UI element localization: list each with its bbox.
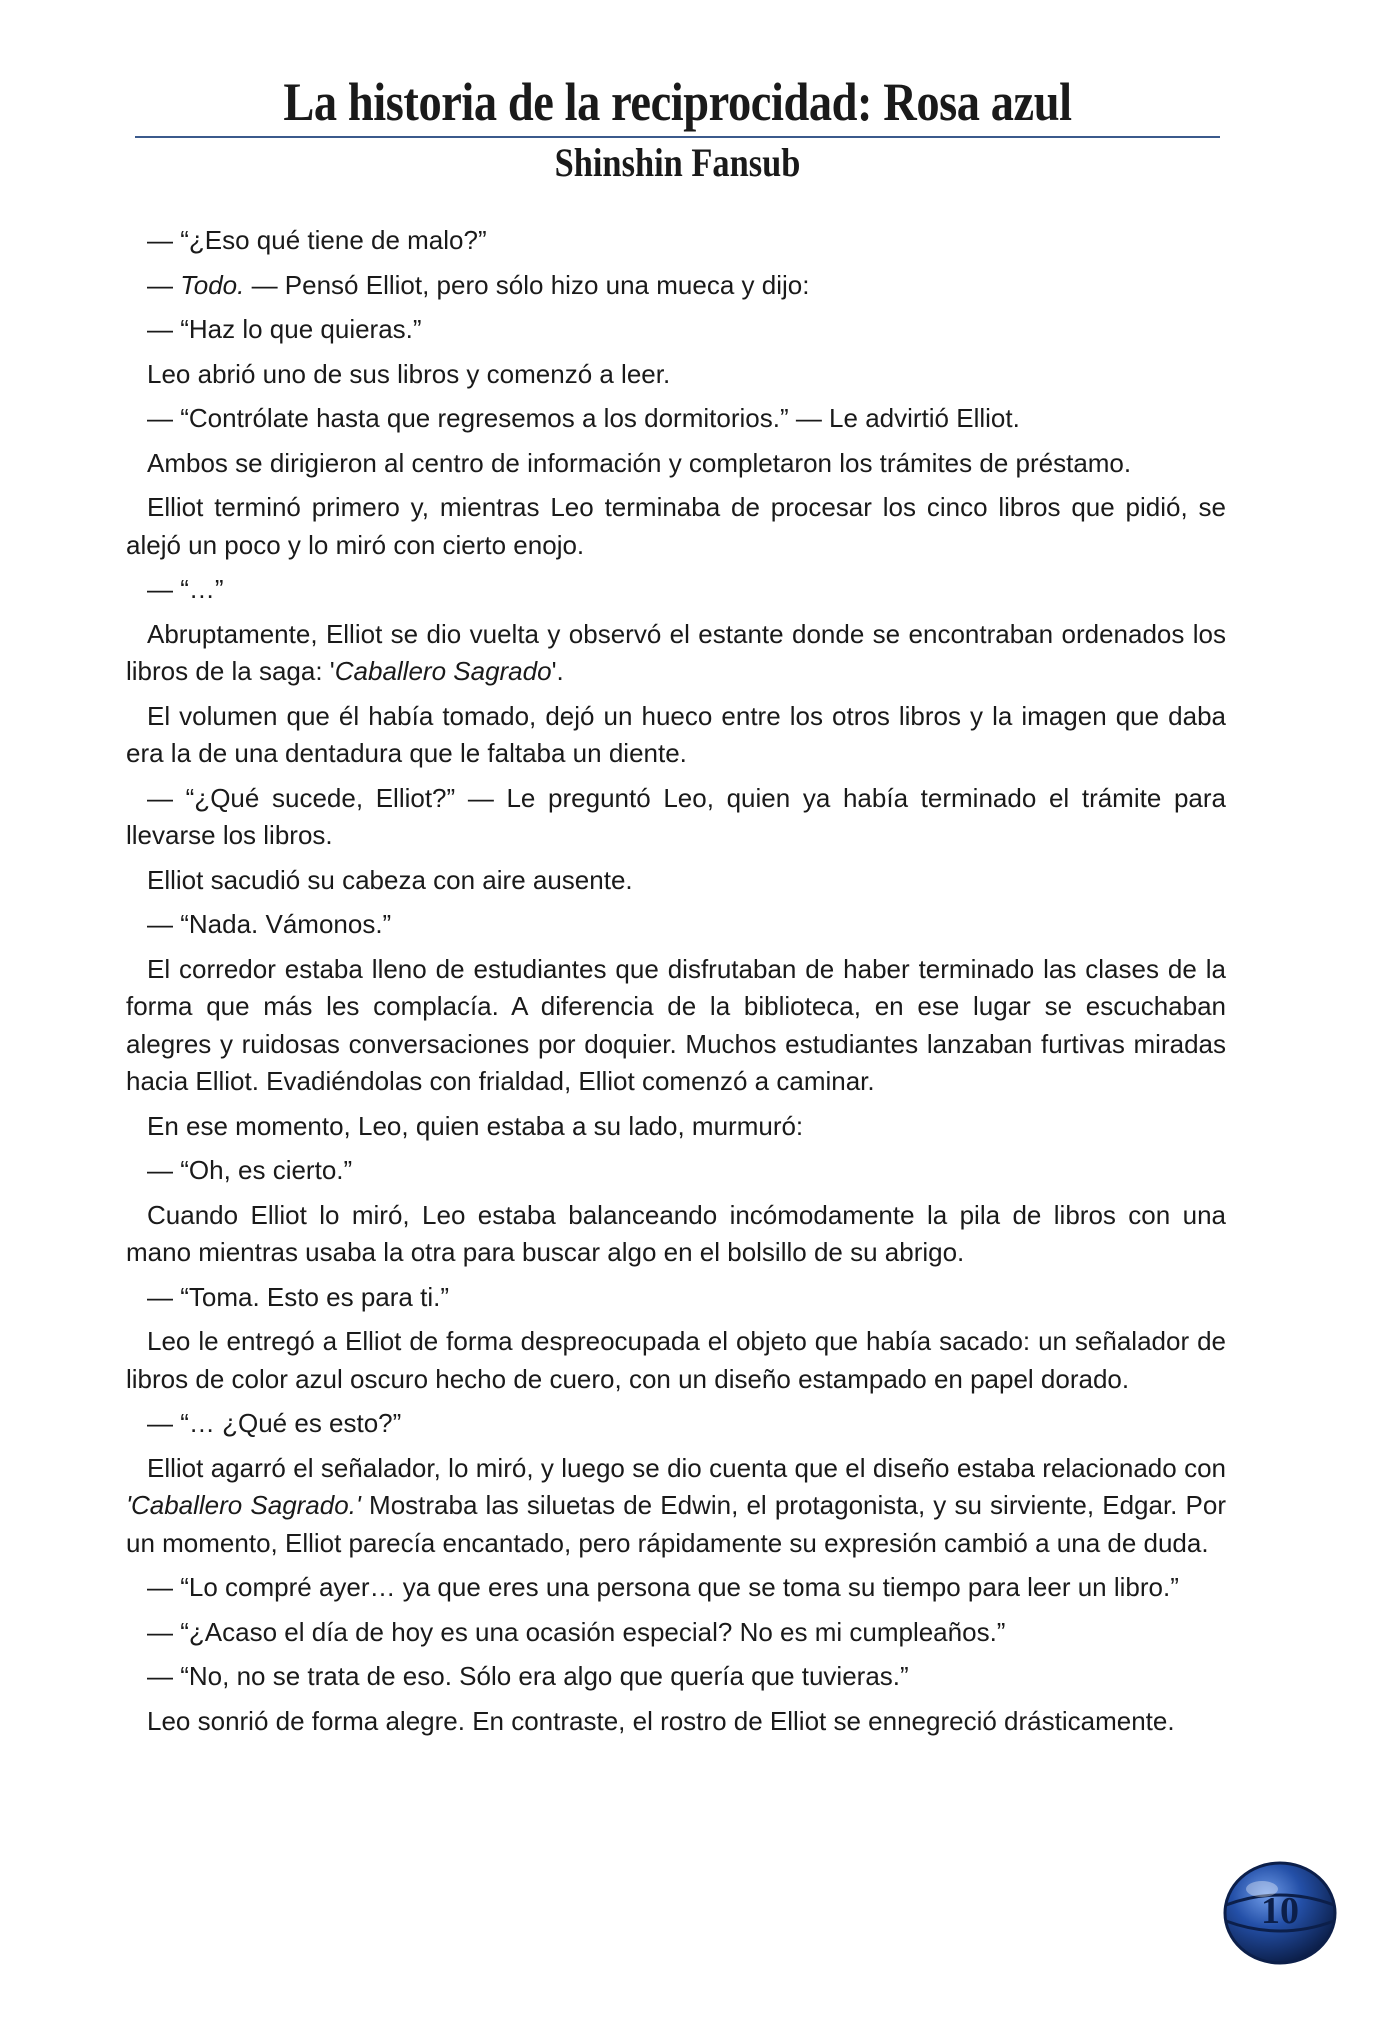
paragraph: — “…” [147,574,224,604]
page-number-badge [1218,1855,1342,1967]
paragraph: Ambos se dirigieron al centro de información y completaron los trámites de préstamo. [147,447,1132,478]
paragraph: — “Contrólate hasta que regresemos a los dormitorios.” — Le advirtió Elliot. [147,403,1020,433]
paragraph: Cuando Elliot lo miró, Leo estaba balanceando incómodamente la pila de libros con una mano mientras usaba la otra para buscar algo en el bolsillo de su abrigo. [126,1199,1226,1267]
paragraph: En ese momento, Leo, quien estaba a su lado, murmuró: [147,1110,804,1141]
emphasis-text: Todo. [180,269,245,300]
paragraph: Leo abrió uno de sus libros y comenzó a leer. [147,358,671,389]
paragraph: — “Haz lo que quieras.” [147,314,422,344]
paragraph: — “Lo compré ayer… ya que eres una persona que se toma su tiempo para leer un libro.” [147,1572,1179,1602]
paragraph: — Todo. — Pensó Elliot, pero sólo hizo una mueca y dijo: [147,269,810,300]
paragraph: — “Toma. Esto es para ti.” [147,1281,449,1312]
paragraph: Elliot terminó primero y, mientras Leo terminaba de procesar los cinco libros que pidió, se alejó un poco y lo miró con cierto enojo. [126,492,1226,560]
page-header [135,70,1220,188]
emphasis-text: 'Caballero Sagrado.' [126,1490,361,1520]
paragraph: — “Oh, es cierto.” [147,1155,353,1185]
paragraph: — “¿Qué sucede, Elliot?” — Le preguntó Leo, quien ya había terminado el trámite para llevarse los libros. [126,782,1226,850]
paragraph: — “¿Eso qué tiene de malo?” [147,225,487,255]
paragraph: Abruptamente, Elliot se dio vuelta y observó el estante donde se encontraban ordenados los libros de la saga: 'Caballero Sagrado'. [126,618,1226,686]
paragraph: El volumen que él había tomado, dejó un hueco entre los otros libros y la imagen que daba era la de una dentadura que le faltaba un diente. [126,700,1226,768]
emphasis-text: Caballero Sagrado [334,656,552,686]
book-subtitle: Shinshin Fansub [554,140,801,185]
paragraph: Elliot sacudió su cabeza con aire ausente. [147,864,633,895]
paragraph: — “Nada. Vámonos.” [147,909,392,939]
paragraph: — “No, no se trata de eso. Sólo era algo que quería que tuvieras.” [147,1661,909,1691]
paragraph: Elliot agarró el señalador, lo miró, y luego se dio cuenta que el diseño estaba relacionado con 'Caballero Sagrado.' Mostraba las siluetas de Edwin, el protagonista, y su sirviente, Edgar. Por un momento, Elliot parecía encantado, pero rápidamente su expresión cambió a una de duda. [126,1452,1226,1558]
paragraph: — “… ¿Qué es esto?” [147,1408,402,1438]
paragraph: Leo sonrió de forma alegre. En contraste, el rostro de Elliot se ennegreció drásticamente. [147,1705,1175,1736]
paragraph: El corredor estaba lleno de estudiantes que disfrutaban de haber terminado las clases de la forma que más les complacía. A diferencia de la biblioteca, en ese lugar se escuchaban alegres y ruidosas conversaciones por doquier. Muchos estudiantes lanzaban furtivas miradas hacia Elliot. Evadiéndolas con frialdad, Elliot comenzó a caminar. [126,953,1226,1096]
body-text [126,222,1226,1740]
paragraph: Leo le entregó a Elliot de forma despreocupada el objeto que había sacado: un señalador de libros de color azul oscuro hecho de cuero, con un diseño estampado en papel dorado. [126,1326,1226,1394]
page-number: 10 [1261,1890,1299,1932]
paragraph: — “¿Acaso el día de hoy es una ocasión especial? No es mi cumpleaños.” [147,1616,1006,1647]
book-title: La historia de la reciprocidad: Rosa azul [283,72,1072,132]
